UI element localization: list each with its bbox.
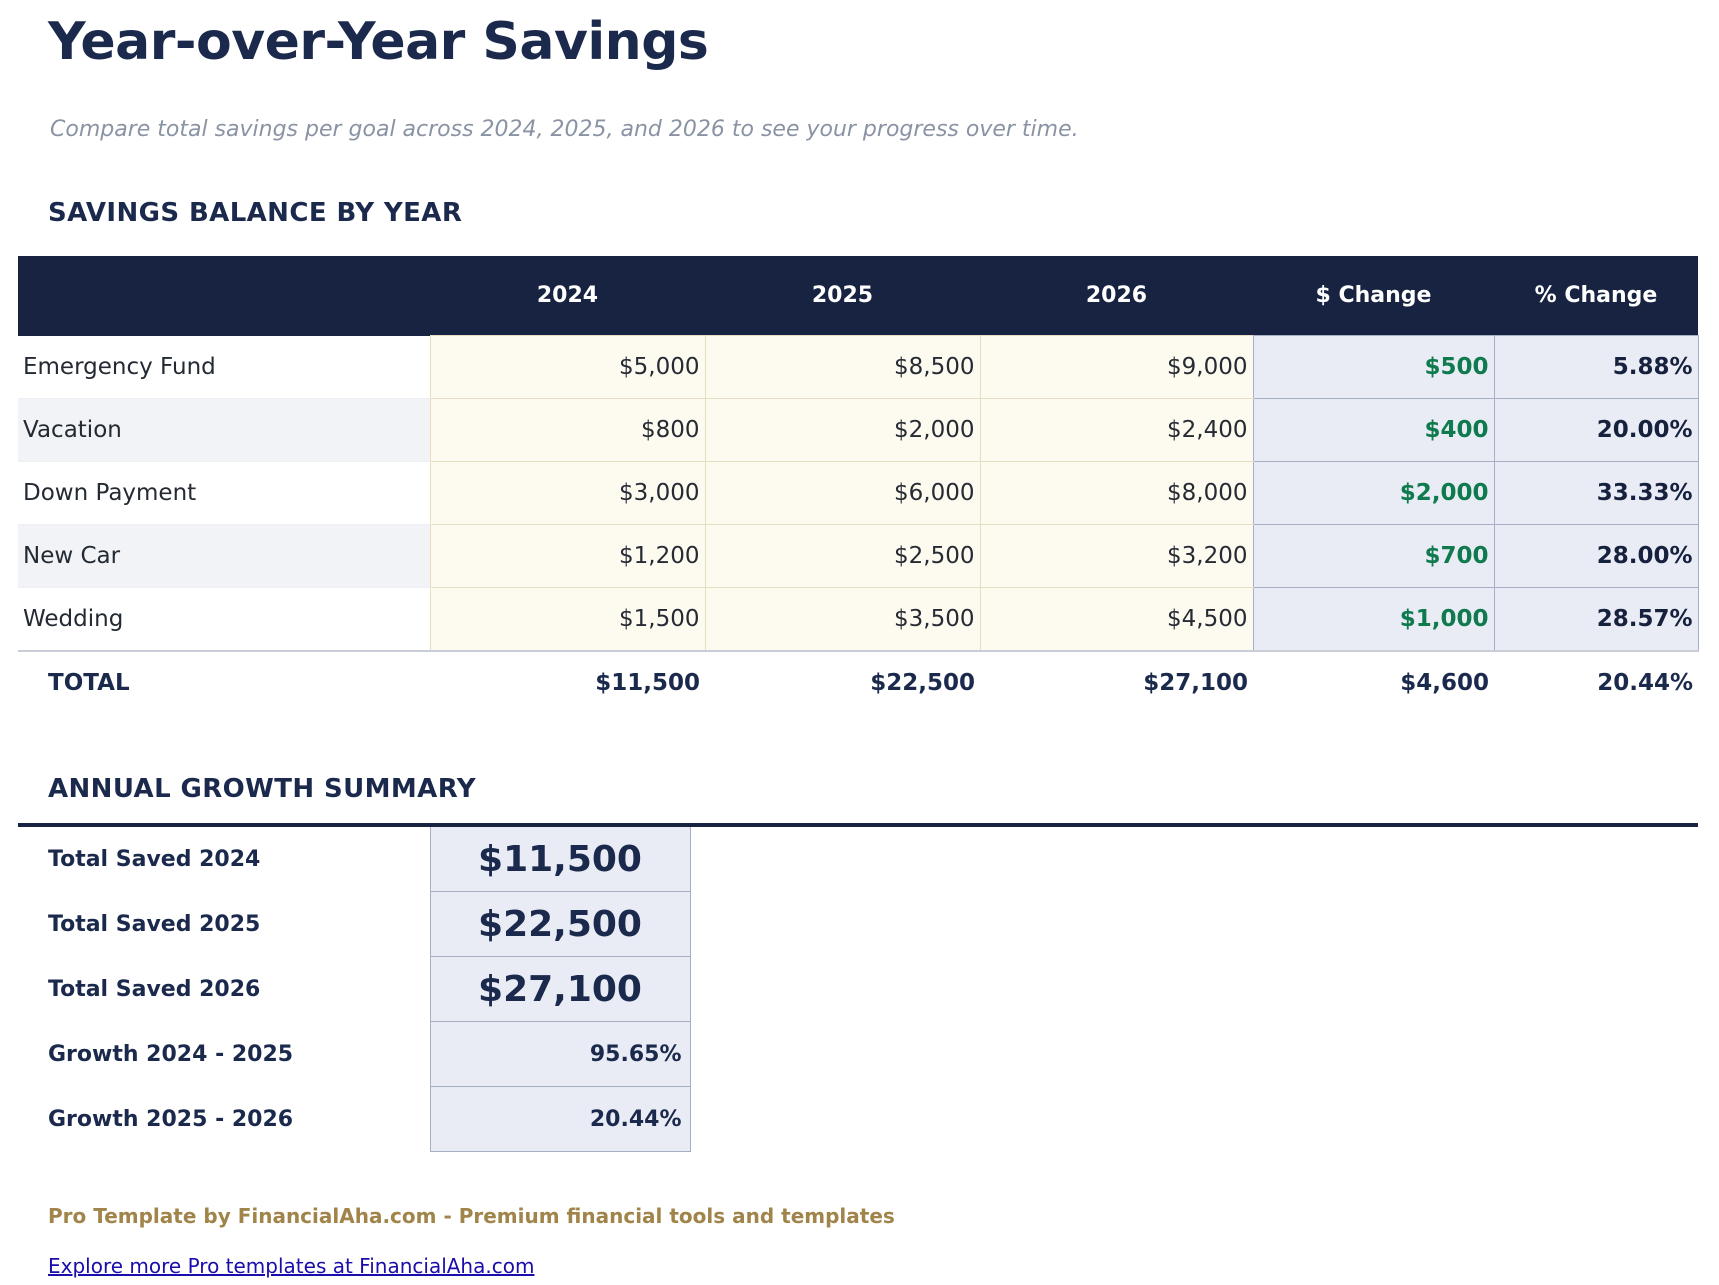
growth-label: Total Saved 2025 (18, 892, 430, 957)
value-2025: $8,500 (705, 336, 980, 399)
savings-balance-table (18, 256, 1699, 714)
growth-label: Growth 2024 - 2025 (18, 1022, 430, 1087)
page-title: Year-over-Year Savings (48, 12, 709, 72)
growth-label: Total Saved 2024 (18, 827, 430, 892)
growth-value: $27,100 (430, 957, 690, 1022)
value-2024: $1,500 (430, 588, 705, 652)
dollar-change-value: $1,000 (1253, 588, 1494, 652)
annual-growth-heading: ANNUAL GROWTH SUMMARY (48, 774, 476, 805)
value-2024: $1,200 (430, 525, 705, 588)
savings-header-row (18, 256, 1698, 336)
pct-change-value: 33.33% (1494, 462, 1698, 525)
growth-value: 20.44% (430, 1087, 690, 1152)
annual-growth-table (18, 827, 691, 1152)
value-2024: $5,000 (430, 336, 705, 399)
column-header-2025: 2025 (705, 256, 980, 336)
value-2025: $6,000 (705, 462, 980, 525)
growth-value: $22,500 (430, 892, 690, 957)
growth-label: Total Saved 2026 (18, 957, 430, 1022)
column-header-dollar-change: $ Change (1253, 256, 1494, 336)
savings-row-new-car (18, 525, 1698, 588)
goal-name: Vacation (18, 399, 430, 462)
value-2025: $2,500 (705, 525, 980, 588)
growth-row-total-saved-2025 (18, 892, 690, 957)
goal-name: New Car (18, 525, 430, 588)
value-2025: $2,000 (705, 399, 980, 462)
savings-table-body (18, 336, 1698, 652)
value-2025: $3,500 (705, 588, 980, 652)
growth-row-total-saved-2026 (18, 957, 690, 1022)
pct-change-value: 20.00% (1494, 399, 1698, 462)
savings-row-vacation (18, 399, 1698, 462)
total-pct-change: 20.44% (1494, 651, 1698, 714)
savings-row-wedding (18, 588, 1698, 652)
savings-total-row (18, 651, 1698, 714)
pct-change-value: 5.88% (1494, 336, 1698, 399)
column-header-2024: 2024 (430, 256, 705, 336)
goal-name: Wedding (18, 588, 430, 652)
total-label: TOTAL (18, 651, 430, 714)
growth-row-growth-2024-2025 (18, 1022, 690, 1087)
total-value-2024: $11,500 (430, 651, 705, 714)
column-header-pct-change: % Change (1494, 256, 1698, 336)
total-dollar-change: $4,600 (1253, 651, 1494, 714)
value-2024: $800 (430, 399, 705, 462)
value-2026: $3,200 (980, 525, 1253, 588)
savings-row-emergency-fund (18, 336, 1698, 399)
pct-change-value: 28.57% (1494, 588, 1698, 652)
total-value-2026: $27,100 (980, 651, 1253, 714)
value-2026: $4,500 (980, 588, 1253, 652)
total-value-2025: $22,500 (705, 651, 980, 714)
growth-label: Growth 2025 - 2026 (18, 1087, 430, 1152)
column-header-2026: 2026 (980, 256, 1253, 336)
dollar-change-value: $500 (1253, 336, 1494, 399)
value-2026: $2,400 (980, 399, 1253, 462)
growth-value: $11,500 (430, 827, 690, 892)
page-subtitle: Compare total savings per goal across 2024, 2025, and 2026 to see your progress over time. (50, 117, 1079, 143)
value-2026: $8,000 (980, 462, 1253, 525)
value-2024: $3,000 (430, 462, 705, 525)
goal-name: Emergency Fund (18, 336, 430, 399)
savings-row-down-payment (18, 462, 1698, 525)
growth-row-growth-2025-2026 (18, 1087, 690, 1152)
pro-template-credit: Pro Template by FinancialAha.com - Premium financial tools and templates (48, 1204, 895, 1229)
value-2026: $9,000 (980, 336, 1253, 399)
explore-templates-link[interactable]: Explore more Pro templates at FinancialAha.com (48, 1254, 535, 1279)
dollar-change-value: $2,000 (1253, 462, 1494, 525)
dollar-change-value: $400 (1253, 399, 1494, 462)
dollar-change-value: $700 (1253, 525, 1494, 588)
growth-value: 95.65% (430, 1022, 690, 1087)
pct-change-value: 28.00% (1494, 525, 1698, 588)
growth-row-total-saved-2024 (18, 827, 690, 892)
growth-table-body (18, 827, 690, 1152)
goal-name: Down Payment (18, 462, 430, 525)
savings-balance-heading: SAVINGS BALANCE BY YEAR (48, 198, 463, 229)
column-header-goal (18, 256, 430, 336)
